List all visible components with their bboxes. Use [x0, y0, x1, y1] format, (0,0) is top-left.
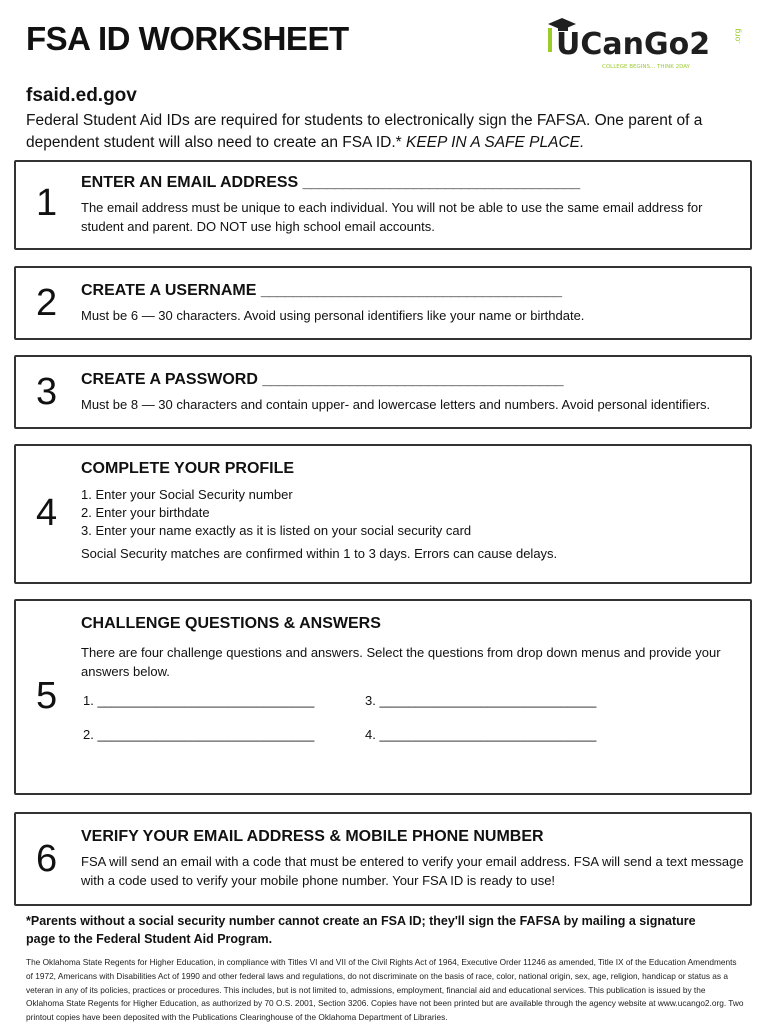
- intro-text: Federal Student Aid IDs are required for students to electronically sign the FAFSA. One parent of a dependent student will also need to create an FSA ID.*: [26, 112, 703, 151]
- step-3-box: [14, 355, 752, 429]
- step-description: There are four challenge questions and answers. Select the questions from drop down menus and provide your answers below.: [81, 645, 721, 679]
- challenge-question-3[interactable]: 3. ______________________________: [365, 693, 597, 708]
- step-4-content: [81, 460, 744, 563]
- step-heading-text: ENTER AN EMAIL ADDRESS: [81, 174, 299, 191]
- step-description: The email address must be unique to each individual. You will not be able to use the same email address for student and parent. DO NOT use high school email accounts.: [81, 200, 703, 234]
- logo-wordmark: UCanGo2: [556, 27, 711, 62]
- step-1-content: [81, 174, 744, 236]
- step-5-content: [81, 615, 744, 773]
- step-2-content: [81, 282, 744, 325]
- password-blank[interactable]: ______________________________________: [262, 371, 563, 388]
- profile-list: [81, 486, 744, 540]
- site-url: fsaid.ed.gov: [26, 85, 137, 106]
- step-6-box: [14, 812, 752, 906]
- step-5-box: [14, 599, 752, 795]
- step-number: 5: [36, 675, 58, 717]
- step-description: Social Security matches are confirmed within 1 to 3 days. Errors can cause delays.: [81, 546, 558, 561]
- step-heading: COMPLETE YOUR PROFILE: [81, 460, 295, 477]
- step-number: 3: [36, 371, 58, 413]
- step-heading-text: CREATE A PASSWORD: [81, 371, 258, 388]
- step-description: FSA will send an email with a code that must be entered to verify your email address. FSA will send a text message with a code used to verify your mobile phone number. Your FSA ID is ready to use!: [81, 854, 744, 888]
- intro-emphasis: KEEP IN A SAFE PLACE.: [406, 134, 585, 151]
- list-item: 2. Enter your birthdate: [81, 505, 210, 520]
- intro-paragraph: [26, 110, 751, 154]
- logo-tagline: COLLEGE BEGINS... THINK 2DAY: [602, 64, 690, 70]
- step-1-box: [14, 160, 752, 250]
- step-2-box: [14, 266, 752, 340]
- step-3-content: [81, 371, 744, 414]
- challenge-question-4[interactable]: 4. ______________________________: [365, 727, 597, 742]
- step-4-box: [14, 444, 752, 584]
- page-title: FSA ID WORKSHEET: [26, 20, 349, 57]
- logo-suffix: .org: [733, 28, 742, 44]
- challenge-question-1[interactable]: 1. ______________________________: [83, 693, 315, 708]
- step-heading: VERIFY YOUR EMAIL ADDRESS & MOBILE PHONE NUMBER: [81, 828, 544, 845]
- step-heading: [81, 282, 744, 300]
- step-number: 1: [36, 182, 58, 224]
- challenge-question-2[interactable]: 2. ______________________________: [83, 727, 315, 742]
- ucango2-logo: [540, 14, 750, 74]
- list-item: 3. Enter your name exactly as it is listed on your social security card: [81, 523, 472, 538]
- step-heading-text: CREATE A USERNAME: [81, 282, 257, 299]
- legal-notice: The Oklahoma State Regents for Higher Education, in compliance with Titles VI and VII of the Civil Rights Act of 1964, Executive Order 11246 as amended, Title IX of the Education Amendments of 1972, Americans with Disabilities Act of 1990 and other federal laws and regulations, do not discriminate on the basis of race, color, national origin, sex, age, religion, handicap or status as a veteran in any of its policies, practices or procedures. This includes, but is not limited to, admissions, employment, financial aid and educational services. This publication is issued by the Oklahoma State Regents for Higher Education, as authorized by 70 O.S. 2001, Section 3206. Copies have not been printed but are available through the agency website at www.ucango2.org. Two printout copies have been deposited with the Publications Clearinghouse of the Oklahoma Department of Libraries.: [26, 957, 744, 1023]
- challenge-questions: [81, 693, 744, 773]
- step-description: Must be 6 — 30 characters. Avoid using personal identifiers like your name or birthdate.: [81, 308, 585, 323]
- step-description: Must be 8 — 30 characters and contain upper- and lowercase letters and numbers. Avoid personal identifiers.: [81, 397, 711, 412]
- step-number: 4: [36, 492, 58, 534]
- step-number: 6: [36, 838, 58, 880]
- email-blank[interactable]: ___________________________________: [302, 174, 580, 191]
- username-blank[interactable]: ______________________________________: [260, 282, 562, 299]
- step-heading: CHALLENGE QUESTIONS & ANSWERS: [81, 615, 381, 632]
- step-heading: [81, 371, 744, 389]
- list-item: 1. Enter your Social Security number: [81, 487, 293, 502]
- step-number: 2: [36, 282, 58, 324]
- footnote: *Parents without a social security number cannot create an FSA ID; they'll sign the FAFSA by mailing a signature page to the Federal Student Aid Program.: [26, 914, 696, 946]
- logo-graphic: [540, 14, 750, 74]
- step-6-content: [81, 828, 744, 890]
- step-heading: [81, 174, 744, 192]
